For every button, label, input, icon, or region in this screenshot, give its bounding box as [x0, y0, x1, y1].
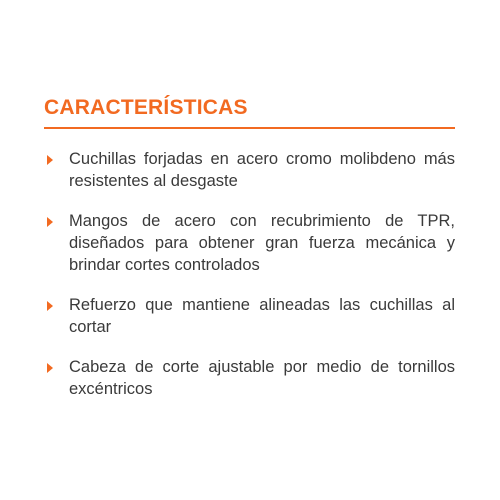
- feature-item-2: [44, 210, 455, 276]
- feature-item-3: [44, 294, 455, 338]
- feature-text: Cuchillas forjadas en acero cromo molibdeno más resistentes al desgaste: [69, 150, 455, 190]
- feature-text: Mangos de acero con recubrimiento de TPR, diseñados para obtener gran fuerza mecánica y brindar cortes controlados: [69, 212, 455, 274]
- triangle-bullet-icon: [47, 155, 53, 165]
- feature-text: Cabeza de corte ajustable por medio de tornillos excéntricos: [69, 358, 455, 398]
- triangle-bullet-icon: [47, 363, 53, 373]
- feature-item-1: [44, 148, 455, 192]
- feature-item-4: [44, 356, 455, 400]
- triangle-bullet-icon: [47, 301, 53, 311]
- feature-text: Refuerzo que mantiene alineadas las cuchillas al cortar: [69, 296, 455, 336]
- section-title: CARACTERÍSTICAS: [44, 96, 248, 119]
- title-underline: [44, 127, 455, 129]
- feature-list: [44, 148, 455, 418]
- triangle-bullet-icon: [47, 217, 53, 227]
